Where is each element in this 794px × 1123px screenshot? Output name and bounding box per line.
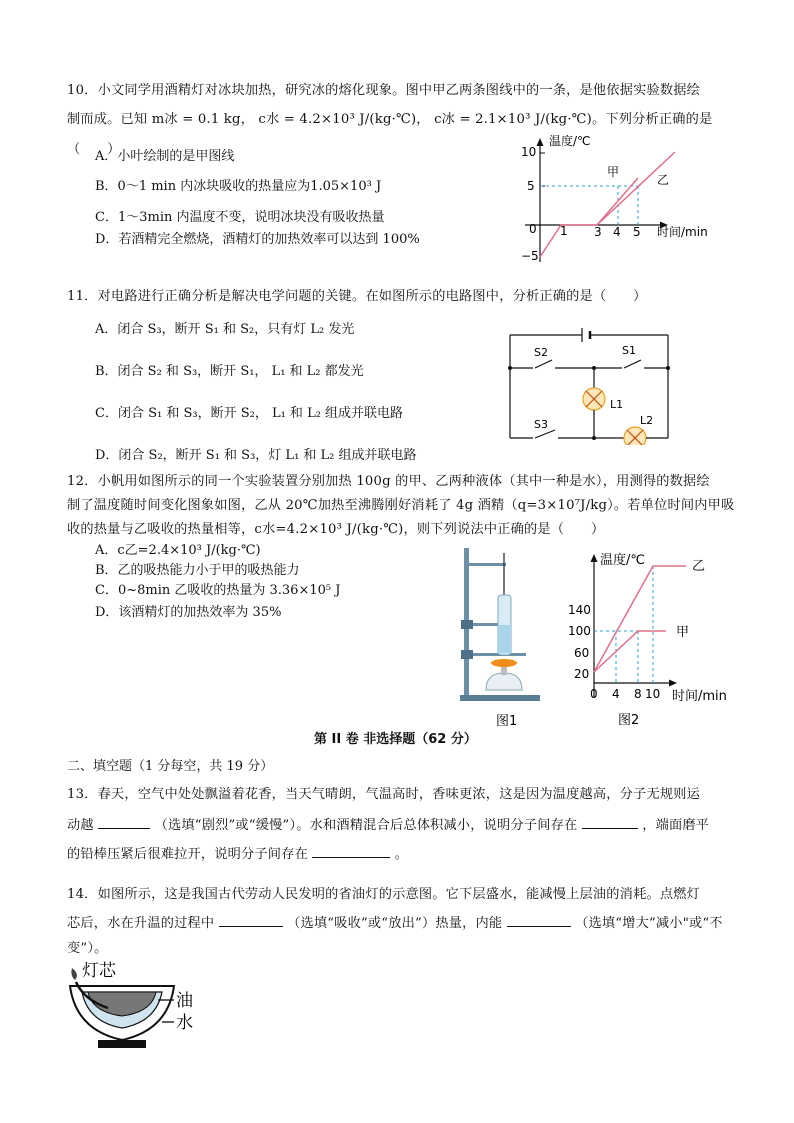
q10-stem-line1: 10．小文同学用酒精灯对冰块加热，研究冰的熔化现象。图中甲乙两条图线中的一条，是他依据实验数据绘 bbox=[67, 83, 701, 98]
q11-option-a[interactable]: A．闭合 S₃，断开 S₁ 和 S₂，只有灯 L₂ 发光 bbox=[95, 322, 355, 337]
q10-xtick-4: 4 bbox=[613, 225, 621, 239]
q12-xtick-8: 8 bbox=[634, 687, 642, 701]
fig2-caption: 图2 bbox=[618, 713, 640, 728]
label-s1: S1 bbox=[622, 344, 636, 357]
q10-label-jia: 甲 bbox=[607, 165, 620, 179]
q12-line-yi bbox=[594, 566, 686, 672]
q12-x-label: 时间/min bbox=[672, 689, 727, 704]
q10-x-label: 时间/min bbox=[657, 225, 708, 239]
q11-option-b[interactable]: B．闭合 S₂ 和 S₃，断开 S₁， L₁ 和 L₂ 都发光 bbox=[95, 364, 364, 379]
q11-option-c[interactable]: C．闭合 S₁ 和 S₃，断开 S₂， L₁ 和 L₂ 组成并联电路 bbox=[95, 406, 404, 421]
q10-ytick-5: 5 bbox=[527, 179, 535, 193]
q14-line1: 14．如图所示，这是我国古代劳动人民发明的省油灯的示意图。它下层盛水，能减慢上层油的消耗。点燃灯 bbox=[67, 887, 701, 902]
label-l2: L2 bbox=[640, 414, 654, 427]
q12-option-d[interactable]: D．该酒精灯的加热效率为 35% bbox=[95, 605, 282, 620]
q10-ytick-neg5: −5 bbox=[521, 249, 539, 263]
q10-ytick-10: 10 bbox=[521, 145, 537, 159]
q12-xtick-10: 10 bbox=[645, 687, 661, 701]
q10-option-c[interactable]: C．1～3min 内温度不变，说明冰块没有吸收热量 bbox=[95, 210, 385, 225]
label-s3: S3 bbox=[534, 418, 548, 431]
q11-circuit-diagram bbox=[500, 320, 680, 445]
q13-line1: 13．春天，空气中处处飘溢着花香，当天气晴朗，气温高时，香味更浓，这是因为温度越高，分子无规则运 bbox=[67, 787, 701, 802]
q12-y-label: 温度/℃ bbox=[600, 553, 645, 568]
q10-line-yi bbox=[597, 152, 675, 225]
q14-line2a: 芯后，水在升温的过程中 bbox=[67, 916, 215, 931]
q12-stem-line3: 收的热量与乙吸收的热量相等，c水=4.2×10³ J/(kg·℃)，则下列说法中正确的是（ ） bbox=[67, 522, 605, 537]
alcohol-lamp bbox=[486, 673, 522, 690]
q12-ytick-60: 60 bbox=[574, 646, 590, 660]
q10-line-jia bbox=[540, 178, 638, 257]
q13-blank-3[interactable] bbox=[312, 843, 390, 858]
q14-blank-2[interactable] bbox=[507, 912, 571, 927]
q10-ytick-0: 0 bbox=[529, 222, 537, 236]
q10-option-b[interactable]: B．0～1 min 内冰块吸收的热量应为1.05×10³ J bbox=[95, 179, 382, 194]
q10-y-label: 温度/℃ bbox=[549, 135, 591, 148]
q14-line3: 变”）。 bbox=[67, 941, 108, 956]
wick-flame bbox=[71, 968, 76, 980]
q14-blank-1[interactable] bbox=[219, 912, 283, 927]
switch-s1 bbox=[624, 360, 641, 368]
q11-stem: 11．对电路进行正确分析是解决电学问题的关键。在如图所示的电路图中，分析正确的是（ ） bbox=[67, 289, 647, 304]
q10-option-a[interactable]: A．小叶绘制的是甲图线 bbox=[95, 149, 235, 164]
label-l1: L1 bbox=[610, 398, 624, 411]
q13-line3 bbox=[67, 840, 735, 870]
q10-option-d[interactable]: D．若酒精完全燃烧，酒精灯的加热效率可以达到 100% bbox=[95, 232, 420, 247]
q12-label-jia: 甲 bbox=[676, 625, 690, 640]
q12-fig1-apparatus bbox=[458, 545, 548, 730]
q13-line2c: ，端面磨平 bbox=[642, 818, 710, 833]
q12-stem-line1: 12．小帆用如图所示的同一个实验装置分别加热 100g 的甲、乙两种液体（其中一种是水），用测得的数据绘 bbox=[67, 474, 710, 489]
switch-s3 bbox=[535, 430, 555, 438]
q10-xtick-5: 5 bbox=[633, 225, 641, 239]
q12-fig2-graph bbox=[568, 548, 728, 730]
label-wick: 灯芯 bbox=[82, 961, 116, 981]
q10-stem-line2: 制而成。已知 m冰 = 0.1 kg， c水 = 4.2×10³ J/(kg·℃)， c冰 = 2.1×10³ J/(kg·℃)。下列分析正确的是（ ） bbox=[67, 112, 713, 157]
q14-line2c: （选填“增大”减小"或“不 bbox=[575, 916, 723, 931]
q10-xtick-3: 3 bbox=[594, 225, 602, 239]
switch-s2 bbox=[535, 360, 552, 368]
q12-option-c[interactable]: C．0~8min 乙吸收的热量为 3.36×10⁵ J bbox=[95, 583, 341, 598]
stand-base bbox=[460, 695, 540, 701]
q10-temperature-graph bbox=[505, 135, 730, 270]
q13-line2a: 动越 bbox=[67, 818, 94, 833]
q11-option-d[interactable]: D．闭合 S₂，断开 S₁ 和 S₃，灯 L₁ 和 L₂ 组成并联电路 bbox=[95, 448, 417, 463]
q12-option-a[interactable]: A．c乙=2.4×10³ J/(kg·℃) bbox=[95, 543, 261, 558]
q12-ytick-100: 100 bbox=[568, 624, 591, 638]
label-water: 水 bbox=[176, 1013, 193, 1033]
q13-line2b: （选填“剧烈”或“缓慢”）。水和酒精混合后总体积减小，说明分子间存在 bbox=[154, 818, 578, 833]
q13-line2 bbox=[67, 811, 735, 841]
q12-xtick-0: 0 bbox=[590, 687, 598, 701]
q10-label-yi: 乙 bbox=[657, 173, 670, 187]
fig1-caption: 图1 bbox=[496, 714, 518, 729]
q10-xtick-1: 1 bbox=[560, 224, 568, 238]
q12-option-b[interactable]: B．乙的吸热能力小于甲的吸热能力 bbox=[95, 563, 300, 578]
q12-ytick-20: 20 bbox=[574, 667, 590, 681]
q13-blank-2[interactable] bbox=[582, 814, 638, 829]
flame bbox=[491, 659, 517, 667]
q14-line2b: （选填“吸收”或“放出”）热量，内能 bbox=[287, 916, 503, 931]
label-s2: S2 bbox=[534, 346, 548, 359]
section-title: 第 II 卷 非选择题（62 分） bbox=[314, 732, 477, 747]
q13-line3a: 的铅棒压紧后很难拉开，说明分子间存在 bbox=[67, 847, 308, 862]
q12-stem-line2: 制了温度随时间变化图象如图，乙从 20℃加热至沸腾刚好消耗了 4g 酒精（q=3×10⁷J/kg）。若单位时间内甲吸 bbox=[67, 498, 735, 513]
q13-line3b: 。 bbox=[394, 847, 409, 862]
q12-xtick-4: 4 bbox=[612, 687, 620, 701]
label-oil: 油 bbox=[176, 991, 193, 1011]
q13-blank-1[interactable] bbox=[98, 814, 150, 829]
q12-label-yi: 乙 bbox=[692, 559, 706, 574]
q12-ytick-140: 140 bbox=[568, 603, 591, 617]
section-subtitle: 二、填空题（1 分每空，共 19 分） bbox=[67, 759, 274, 774]
q14-oil-lamp-diagram bbox=[62, 960, 232, 1055]
